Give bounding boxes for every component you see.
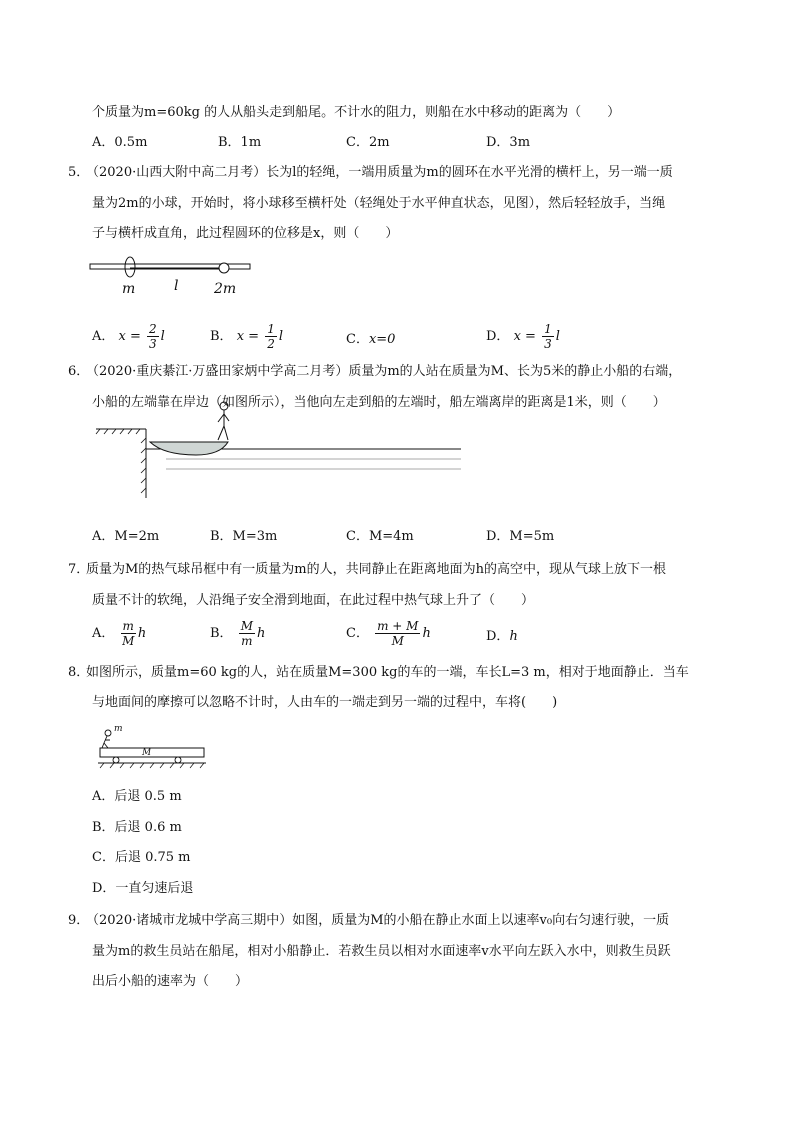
q5-option-a-pre: x = bbox=[118, 329, 141, 344]
q4-option-b: B．1m bbox=[218, 135, 262, 150]
q5-option-c bbox=[346, 330, 395, 350]
q5-option-d bbox=[486, 322, 560, 351]
q5-option-c-text: x=0 bbox=[368, 332, 396, 347]
q9-line2: 量为m的救生员站在船尾，相对小船静止．若救生员以相对水面速率v水平向左跃入水中，则救生员跃 bbox=[92, 944, 671, 959]
q5-option-a-label: A． bbox=[92, 329, 115, 344]
q7-option-c bbox=[346, 619, 431, 648]
q8-number: 8． bbox=[68, 665, 90, 680]
q5-fig-label-2m: 2m bbox=[214, 281, 237, 297]
q5-fig-label-l: l bbox=[174, 278, 179, 294]
q7-option-a-den: M bbox=[122, 634, 135, 648]
q7-option-c-post: h bbox=[422, 626, 431, 641]
q7-option-b-num: M bbox=[240, 619, 253, 633]
q5-option-b-label: B． bbox=[210, 329, 233, 344]
q5-option-a bbox=[92, 322, 165, 351]
q7-option-c-den: M bbox=[391, 634, 404, 648]
q4-text: 个质量为m=60kg 的人从船头走到船尾。不计水的阻力，则船在水中移动的距离为（ ） bbox=[92, 105, 621, 120]
q8-option-c: C．后退 0.75 m bbox=[92, 850, 191, 865]
q5-line3: 子与横杆成直角，此过程圆环的位移是x，则（ ） bbox=[92, 226, 399, 241]
q5-option-d-pre: x = bbox=[513, 329, 536, 344]
q6-option-a: A．M=2m bbox=[92, 529, 160, 544]
q4-option-d: D．3m bbox=[486, 135, 531, 150]
q7-option-b-post: h bbox=[257, 626, 266, 641]
q9-line1: （2020·诸城市龙城中学高三期中）如图，质量为M的小船在静止水面上以速率v₀向右匀速行驶，一质 bbox=[86, 913, 670, 928]
q5-option-b-pre: x = bbox=[236, 329, 260, 344]
q7-option-b-den: m bbox=[241, 634, 253, 648]
q7-line2: 质量不计的软绳，人沿绳子安全滑到地面，在此过程中热气球上升了（ ） bbox=[92, 593, 535, 608]
q7-option-a-num: m bbox=[122, 619, 134, 633]
q7-option-b bbox=[210, 619, 265, 648]
q8-line1: 如图所示，质量m=60 kg的人，站在质量M=300 kg的车的一端，车长L=3 m，相对于地面静止．当车 bbox=[86, 665, 689, 680]
q7-option-a-post: h bbox=[137, 626, 147, 641]
q5-line2: 量为2m的小球，开始时，将小球移至横杆处（轻绳处于水平伸直状态，见图），然后轻轻放手，当绳 bbox=[92, 196, 666, 211]
q5-option-d-label: D． bbox=[486, 329, 510, 344]
q5-option-a-num: 2 bbox=[149, 322, 157, 336]
q7-option-a bbox=[92, 619, 146, 648]
q5-line1: （2020·山西大附中高二月考）长为l的轻绳，一端用质量为m的圆环在水平光滑的横杆上，另一端一质 bbox=[86, 165, 673, 180]
q8-option-d: D．一直匀速后退 bbox=[92, 881, 194, 896]
q5-fig-label-m: m bbox=[122, 281, 136, 297]
q7-option-c-num: m + M bbox=[377, 619, 419, 633]
q5-option-b bbox=[210, 322, 283, 351]
q7-option-d bbox=[486, 627, 518, 647]
q5-option-a-den: 3 bbox=[149, 337, 157, 351]
q6-line2: 小船的左端靠在岸边（如图所示），当他向左走到船的左端时，船左端离岸的距离是1米，则（ ） bbox=[92, 395, 666, 410]
q7-option-b-label: B． bbox=[210, 626, 233, 641]
q7-option-c-label: C． bbox=[346, 626, 369, 641]
q6-number: 6． bbox=[68, 364, 90, 379]
q9-line3: 出后小船的速率为（ ） bbox=[92, 974, 249, 989]
q8-option-a: A．后退 0.5 m bbox=[92, 789, 182, 804]
q8-option-b: B．后退 0.6 m bbox=[92, 820, 182, 835]
q7-option-a-label: A． bbox=[92, 626, 115, 641]
q5-option-a-post: l bbox=[160, 329, 165, 344]
q5-option-d-den: 3 bbox=[544, 337, 552, 351]
q8-fig-label-m: m bbox=[114, 724, 123, 734]
q8-fig-label-M: M bbox=[142, 748, 152, 758]
q7-line1: 质量为M的热气球吊框中有一质量为m的人，共同静止在距离地面为h的高空中，现从气球上放下一根 bbox=[86, 562, 667, 577]
q5-number: 5． bbox=[68, 165, 90, 180]
q7-number: 7． bbox=[68, 562, 90, 577]
q7-option-d-label: D． bbox=[486, 629, 510, 644]
q4-option-a: A．0.5m bbox=[92, 135, 148, 150]
q6-figure-boat bbox=[96, 428, 466, 508]
q5-option-b-num: 1 bbox=[267, 322, 275, 336]
q6-line1: （2020·重庆綦江·万盛田家炳中学高二月考）质量为m的人站在质量为M、长为5米的静止小船的右端， bbox=[86, 364, 682, 379]
q5-option-b-den: 2 bbox=[267, 337, 275, 351]
q5-option-b-post: l bbox=[278, 329, 284, 344]
q4-option-c: C．2m bbox=[346, 135, 390, 150]
q8-line2: 与地面间的摩擦可以忽略不计时，人由车的一端走到另一端的过程中，车将( ) bbox=[92, 695, 558, 710]
q6-option-d: D．M=5m bbox=[486, 529, 555, 544]
q5-option-c-label: C． bbox=[346, 332, 369, 347]
q5-option-d-post: l bbox=[555, 329, 560, 344]
q6-option-c: C．M=4m bbox=[346, 529, 414, 544]
q7-option-d-text: h bbox=[509, 629, 518, 644]
q5-option-d-num: 1 bbox=[544, 322, 552, 336]
q6-option-b: B．M=3m bbox=[210, 529, 278, 544]
q9-number: 9． bbox=[68, 913, 90, 928]
